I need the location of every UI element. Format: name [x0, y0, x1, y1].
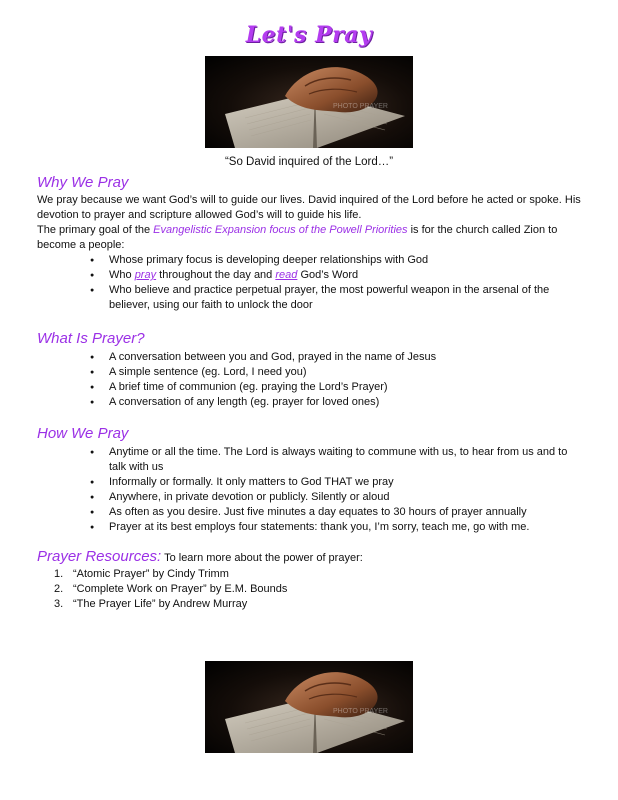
bullet2-mid: throughout the day and [156, 269, 276, 281]
praying-hands-photo-top [205, 56, 413, 148]
praying-hands-bible-image [205, 661, 413, 753]
section-prayer-resources [37, 548, 585, 612]
list-item: ● A conversation of any length (eg. prayer for loved ones) [37, 395, 585, 410]
pray-link[interactable]: pray [134, 269, 157, 281]
heading-what-is-prayer: What Is Prayer? [37, 330, 145, 347]
read-link[interactable]: read [275, 269, 298, 281]
praying-hands-photo-bottom [205, 661, 413, 753]
why-paragraph-2 [37, 223, 585, 253]
powell-priorities-highlight: Evangelistic Expansion focus of the Powell Priorities [153, 224, 408, 236]
section-how-we-pray [37, 425, 585, 535]
resources-list [37, 567, 585, 612]
list-item: ● A brief time of communion (eg. praying the Lord’s Prayer) [37, 380, 585, 395]
list-item [37, 597, 585, 612]
heading-prayer-resources: Prayer Resources [37, 548, 158, 565]
resources-heading-line [37, 548, 585, 567]
section-what-is-prayer [37, 330, 585, 410]
bullet2-post: God’s Word [297, 269, 359, 281]
how-list [37, 445, 585, 535]
list-item: ● Anywhere, in private devotion or publicly. Silently or aloud [37, 490, 585, 505]
list-number: 2. [54, 583, 64, 595]
praying-hands-bible-image [205, 56, 413, 148]
heading-why-we-pray: Why We Pray [37, 174, 129, 191]
resource-title: “Atomic Prayer” by Cindy Trimm [73, 568, 229, 580]
list-item: ● A conversation between you and God, prayed in the name of Jesus [37, 350, 585, 365]
list-item [37, 582, 585, 597]
list-number: 3. [54, 598, 64, 610]
resource-title: “Complete Work on Prayer” by E.M. Bounds [73, 583, 288, 595]
list-item [37, 268, 585, 283]
heading-how-we-pray: How We Pray [37, 425, 129, 442]
resource-title: “The Prayer Life” by Andrew Murray [73, 598, 248, 610]
why-p2-post: is for the church called Zion to become a people: [37, 224, 558, 251]
watermark-text: PHOTO PRAYER [333, 103, 388, 110]
list-item [37, 567, 585, 582]
page-title: Let's Pray [245, 22, 373, 48]
list-number: 1. [54, 568, 64, 580]
list-item: ● Anytime or all the time. The Lord is always waiting to commune with us, to hear from us and to talk with us [37, 445, 585, 475]
list-item: ● As often as you desire. Just five minutes a day equates to 30 hours of prayer annually [37, 505, 585, 520]
list-item: ● Who believe and practice perpetual prayer, the most powerful weapon in the arsenal of the believer, using our faith to unlock the door [37, 283, 585, 313]
quote: “So David inquired of the Lord…” [224, 156, 394, 168]
section-why-we-pray [37, 174, 585, 313]
what-list [37, 350, 585, 410]
watermark-text: PHOTO PRAYER [333, 708, 388, 715]
heading-colon: : [157, 548, 162, 565]
why-paragraph-1: We pray because we want God’s will to guide our lives. David inquired of the Lord before he acted or spoke. His devotion to prayer and scripture allowed God’s will to guide his life. [37, 194, 581, 221]
bullet2-pre: Who [109, 269, 135, 281]
list-item: ● A simple sentence (eg. Lord, I need you) [37, 365, 585, 380]
list-item: ● Whose primary focus is developing deeper relationships with God [37, 253, 585, 268]
why-p2-pre: The primary goal of the [37, 224, 154, 236]
list-item: ● Informally or formally. It only matters to God THAT we pray [37, 475, 585, 490]
why-list [37, 253, 585, 313]
list-item: ● Prayer at its best employs four statements: thank you, I’m sorry, teach me, go with me. [37, 520, 585, 535]
resources-intro: To learn more about the power of prayer: [161, 552, 363, 564]
